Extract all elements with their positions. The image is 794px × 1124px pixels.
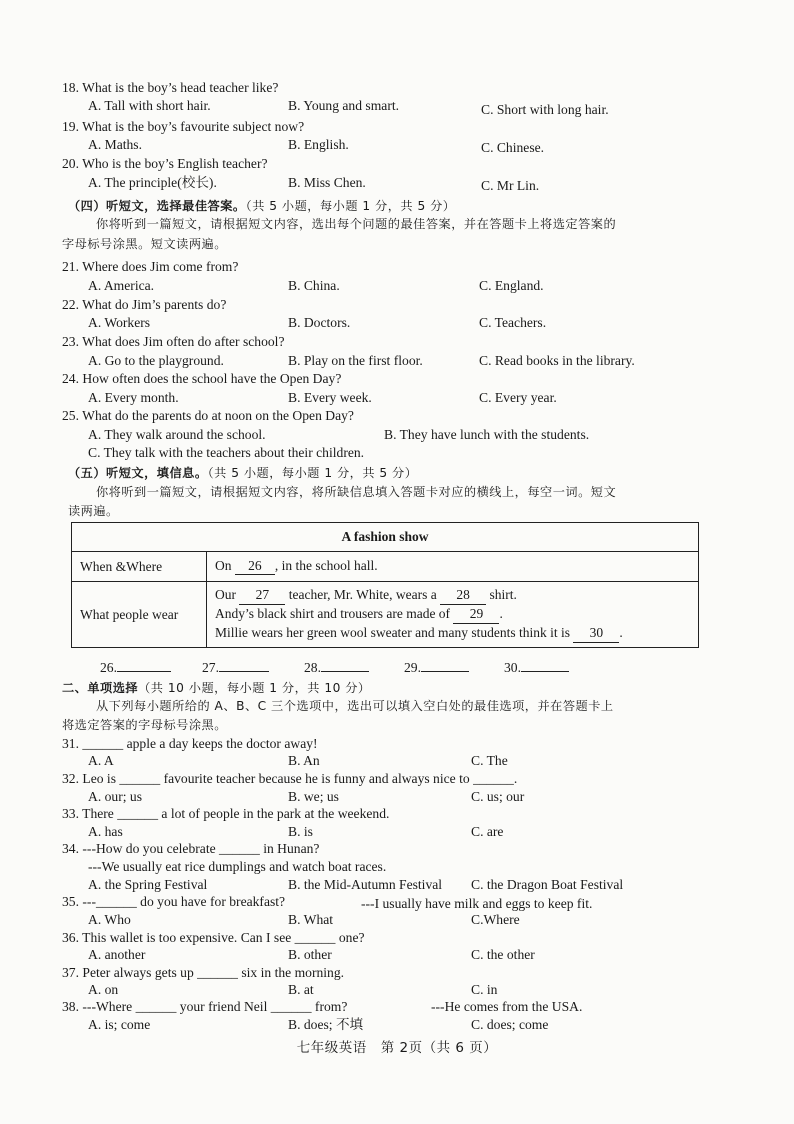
option-32a: A. our; us [88,789,142,804]
answer-number-27: 27. [202,660,219,675]
line1-post: shirt. [489,587,517,602]
question-18: 18. What is the boy’s head teacher like? [62,80,279,95]
option-18b: B. Young and smart. [288,98,400,113]
option-37b: B. at [288,982,314,997]
option-25c: C. They talk with the teachers about their children. [88,445,365,460]
option-38b: B. does; 不填 [288,1017,364,1032]
answer-blank-29 [404,659,469,676]
option-23c: C. Read books in the library. [479,353,635,368]
option-19b: B. English. [288,137,349,152]
option-36b: B. other [288,947,332,962]
section5-score: （共 5 小题，每小题 1 分，共 5 分） [207,466,418,480]
line1-pre: Our [215,587,236,602]
what-people-wear-cell [207,582,699,648]
option-22a: A. Workers [88,315,151,330]
line1-mid: teacher, Mr. White, wears a [288,587,437,602]
mc-section-title: 二、单项选择 [62,681,139,695]
blank-27: 27 [239,586,285,605]
question-35: 35. ---______ do you have for breakfast? [62,894,286,909]
option-22b: B. Doctors. [288,315,351,330]
option-33c: C. are [471,824,504,839]
question-36: 36. This wallet is too expensive. Can I see ______ one? [62,930,365,945]
table-title: A fashion show [72,523,699,552]
option-18a: A. Tall with short hair. [88,98,211,113]
option-34b: B. the Mid-Autumn Festival [288,877,443,892]
question-34-response: ---We usually eat rice dumplings and watch boat races. [88,859,387,874]
what-people-wear-label: What people wear [72,582,207,648]
question-33: 33. There ______ a lot of people in the park at the weekend. [62,806,390,821]
option-36a: A. another [88,947,146,962]
answer-line-29 [421,659,469,672]
question-34: 34. ---How do you celebrate ______ in Hunan? [62,841,320,856]
answer-line-30 [521,659,569,672]
option-21b: B. China. [288,278,340,293]
question-19: 19. What is the boy’s favourite subject now? [62,119,305,134]
fashion-show-table [71,522,699,648]
blank-26: 26 [235,558,275,575]
option-23a: A. Go to the playground. [88,353,224,368]
option-33a: A. has [88,824,123,839]
question-38-response: ---He comes from the USA. [431,999,583,1014]
section5-instructions-2: 读两遍。 [68,504,119,518]
section4-title: （四）听短文，选择最佳答案。 [68,199,246,213]
question-37: 37. Peter always gets up ______ six in the morning. [62,965,345,980]
option-24a: A. Every month. [88,390,179,405]
option-34a: A. the Spring Festival [88,877,208,892]
line3-post: . [619,625,623,640]
when-where-label: When &Where [72,552,207,582]
option-33b: B. is [288,824,313,839]
wear-line-3 [215,624,690,643]
option-20b: B. Miss Chen. [288,175,366,190]
section4-instructions-2: 字母标号涂黑。短文读两遍。 [62,237,227,251]
option-32c: C. us; our [471,789,525,804]
when-where-cell [207,552,699,582]
wear-line-2 [215,605,690,624]
mc-instructions-2: 将选定答案的字母标号涂黑。 [62,718,227,732]
option-34c: C. the Dragon Boat Festival [471,877,624,892]
section4-instructions-1: 你将听到一篇短文，请根据短文内容，选出每个问题的最佳答案，并在答题卡上将选定答案的 [96,217,617,231]
row1-text-post: , in the school hall. [274,558,378,573]
option-35b: B. What [288,912,334,927]
answer-number-26: 26. [100,660,117,675]
answer-blank-30 [504,659,569,676]
question-24: 24. How often does the school have the Open Day? [62,371,342,386]
option-20a: A. The principle(校长). [88,175,217,190]
answer-line-26 [117,659,171,672]
question-20: 20. Who is the boy’s English teacher? [62,156,268,171]
section5-heading [68,464,417,482]
section4-score: （共 5 小题，每小题 1 分，共 5 分） [245,199,456,213]
line3-pre: Millie wears her green wool sweater and many students think it is [215,625,571,640]
blank-28: 28 [440,586,486,605]
question-25: 25. What do the parents do at noon on the Open Day? [62,408,354,423]
answer-number-28: 28. [304,660,321,675]
wear-line-1 [215,586,690,605]
option-22c: C. Teachers. [479,315,547,330]
section4-heading [68,197,455,215]
option-38a: A. is; come [88,1017,151,1032]
line2-post: . [499,606,503,621]
option-37a: A. on [88,982,119,997]
option-20c: C. Mr Lin. [481,178,540,193]
page-footer: 七年级英语 第 2页（共 6 页） [296,1040,498,1056]
option-18c: C. Short with long hair. [481,102,609,117]
option-36c: C. the other [471,947,535,962]
mc-section-heading [62,679,371,697]
option-19a: A. Maths. [88,137,142,152]
answer-blank-27 [202,659,269,676]
mc-section-score: （共 10 小题，每小题 1 分，共 10 分） [138,681,371,695]
question-32: 32. Leo is ______ favourite teacher because he is funny and always nice to ______. [62,771,518,786]
option-35a: A. Who [88,912,131,927]
option-23b: B. Play on the first floor. [288,353,423,368]
answer-line-27 [219,659,269,672]
option-25b: B. They have lunch with the students. [384,427,590,442]
option-21c: C. England. [479,278,544,293]
answer-blank-28 [304,659,369,676]
question-35-response: ---I usually have milk and eggs to keep fit. [361,896,593,911]
answer-number-29: 29. [404,660,421,675]
option-35c: C.Where [471,912,520,927]
option-31c: C. The [471,753,508,768]
option-19c: C. Chinese. [481,140,545,155]
section5-title: （五）听短文，填信息。 [68,466,208,480]
option-32b: B. we; us [288,789,339,804]
question-21: 21. Where does Jim come from? [62,259,239,274]
blank-29: 29 [453,605,499,624]
answer-number-30: 30. [504,660,521,675]
line2-pre: Andy’s black shirt and trousers are made of [215,606,451,621]
blank-30: 30 [573,624,619,643]
option-21a: A. America. [88,278,155,293]
option-25a: A. They walk around the school. [88,427,266,442]
question-23: 23. What does Jim often do after school? [62,334,285,349]
option-24c: C. Every year. [479,390,557,405]
option-37c: C. in [471,982,498,997]
section5-instructions-1: 你将听到一篇短文，请根据短文内容，将所缺信息填入答题卡对应的横线上，每空一词。短文 [96,485,617,499]
option-38c: C. does; come [471,1017,549,1032]
option-24b: B. Every week. [288,390,372,405]
mc-instructions-1: 从下列每小题所给的 A、B、C 三个选项中，选出可以填入空白处的最佳选项，并在答题卡上 [96,699,614,713]
row1-text-pre: On [215,558,232,573]
option-31b: B. An [288,753,320,768]
answer-line-28 [321,659,369,672]
answer-blank-26 [100,659,171,676]
option-31a: A. A [88,753,114,768]
question-22: 22. What do Jim’s parents do? [62,297,227,312]
question-31: 31. ______ apple a day keeps the doctor away! [62,736,318,751]
question-38: 38. ---Where ______ your friend Neil ______ from? [62,999,348,1014]
